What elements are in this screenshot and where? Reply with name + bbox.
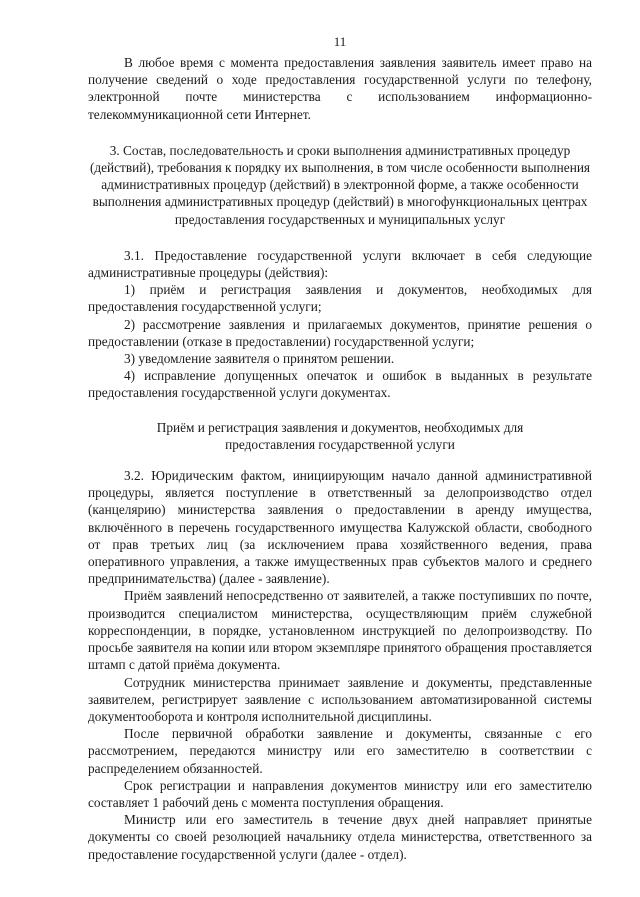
- spacer: [88, 453, 592, 467]
- procedure-item-3: 3) уведомление заявителя о принятом решении.: [124, 351, 395, 367]
- section-3-heading: 3. Состав, последовательность и сроки выполнения административных процедур (действий), требования к порядку их выполнения, в том числе особенности выполнения административных процедур (действий) в электронной форме, а также особенности выполнения административных процедур (действий) в многофункциональных центрах предоставления государственных и муниципальных услуг: [89, 142, 591, 227]
- intro-paragraph: В любое время с момента предоставления заявления заявитель имеет право на получение сведений о ходе предоставления государственной услуги по телефону, электронной почте министерства с использованием информационно-телекоммуникационной сети Интернет.: [88, 55, 592, 122]
- clause-3-2: 3.2. Юридическим фактом, инициирующим начало данной административной процедуры, является поступление в ответственный за делопроизводство отдел (канцелярию) министерства заявления о предоставлении в аренду имущества, включённого в перечень государственного имущества Калужской области, свободного от прав третьих лиц (за исключением права хозяйственного ведения, права оперативного управления, а также имущественных прав субъектов малого и среднего предпринимательства) (далее - заявление).: [88, 468, 592, 587]
- body-paragraph: Срок регистрации и направления документов министру или его заместителю составляет 1 рабочий день с момента поступления обращения.: [88, 777, 592, 810]
- spacer: [88, 123, 592, 142]
- subsection-heading: Приём и регистрация заявления и документов, необходимых для предоставления государственной услуги: [156, 419, 524, 452]
- procedure-item-1: 1) приём и регистрация заявления и документов, необходимых для предоставления государственной услуги;: [88, 282, 592, 315]
- body-paragraph: Приём заявлений непосредственно от заявителей, а также поступивших по почте, производится специалистом министерства, осуществляющим приём служебной корреспонденции, в порядке, установленном инструкцией по делопроизводству. По просьбе заявителя на копии или втором экземпляре принятого обращения проставляется штамп с датой приёма документа.: [88, 588, 592, 673]
- spacer: [88, 228, 592, 247]
- procedure-item-4: 4) исправление допущенных опечаток и ошибок в выданных в результате предоставления государственной услуги документах.: [88, 368, 592, 401]
- page-number: 11: [333, 34, 347, 49]
- body-paragraph: Сотрудник министерства принимает заявление и документы, представленные заявителем, регистрирует заявление с использованием автоматизированной системы документооборота и контроля исполнительной дисциплины.: [88, 674, 592, 724]
- spacer: [88, 402, 592, 419]
- clause-3-1: 3.1. Предоставление государственной услуги включает в себя следующие административные процедуры (действия):: [88, 247, 592, 281]
- procedure-item-2: 2) рассмотрение заявления и прилагаемых документов, принятие решения о предоставлении (отказе в предоставлении) государственной услуги;: [88, 316, 592, 349]
- body-paragraph: Министр или его заместитель в течение двух дней направляет принятые документы со своей резолюцией начальнику отдела министерства, ответственного за предоставление государственной услуги (далее - отдел).: [88, 812, 592, 862]
- body-paragraph: После первичной обработки заявление и документы, связанные с его рассмотрением, передаются министру или его заместителю в соответствии с распределением обязанностей.: [88, 726, 592, 776]
